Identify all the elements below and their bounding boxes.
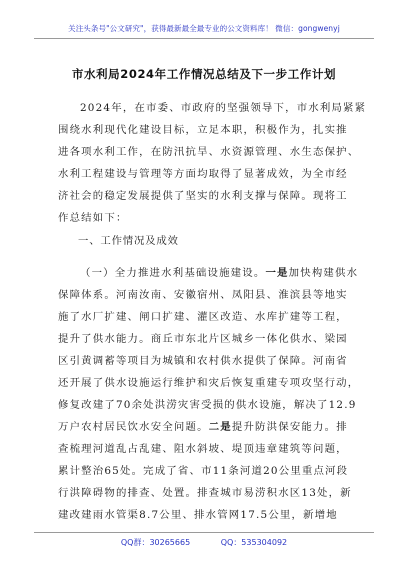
section-one-paragraph xyxy=(58,262,358,526)
paragraph-line: 提升了供水能力。商丘市东北片区城乡一体化供水、梁园 xyxy=(58,333,348,345)
line-text: 万户农村居民饮水安全问题。 xyxy=(58,421,209,433)
footer-divider xyxy=(34,532,374,533)
paragraph-line: 行洪障碍物的排查、处置。排查城市易涝积水区13处，新 xyxy=(58,487,352,499)
paragraph-line: 累计整治65处。完成了省、市11条河道20公里重点河段 xyxy=(58,465,349,477)
intro-line: 作总结如下： xyxy=(58,212,128,224)
intro-line: 2024年，在市委、市政府的坚强领导下，市水利局紧紧 xyxy=(80,102,367,114)
line-text: （一）全力推进水利基础设施建设。 xyxy=(80,267,266,279)
paragraph-line: 还开展了供水设施运行维护和灾后恢复重建专项攻坚行动， xyxy=(58,377,360,389)
paragraph-line: 区引黄调蓄等项目为城镇和农村供水提供了保障。河南省 xyxy=(58,355,348,367)
paragraph-line: 修复改建了70余处洪涝灾害受损的供水设施，解决了12.9 xyxy=(58,399,357,411)
intro-paragraph xyxy=(58,97,367,229)
footer-qq-contact: QQ：535304092 xyxy=(220,538,288,547)
intro-line: 水利工程建设与管理等方面均取得了显著成效，为全市经 xyxy=(58,168,348,180)
document-title: 市水利局2024年工作情况总结及下一步工作计划 xyxy=(71,67,337,81)
line-text: 加快构建供水 xyxy=(288,267,359,279)
paragraph-line xyxy=(58,262,358,284)
line-text: 提升防洪保安能力。排 xyxy=(231,421,348,433)
emphasis-text: 一是 xyxy=(265,267,289,279)
paragraph-line xyxy=(58,416,358,438)
paragraph-line: 查梳理河道乱占乱建、阻水斜坡、堤顶违章建筑等问题， xyxy=(58,443,348,455)
intro-line: 进各项水利工作，在防汛抗旱、水资源管理、水生态保护、 xyxy=(58,146,360,158)
header-banner: 关注头条号"公文研究"，获得最新最全最专业的公文资料库！ 微信：gongwenyj xyxy=(68,24,340,33)
emphasis-text: 二是 xyxy=(208,421,232,433)
paragraph-line: 建改建雨水管渠8.7公里、排水管网17.5公里，新增地 xyxy=(58,509,338,521)
intro-line: 济社会的稳定发展提供了坚实的水利支撑与保障。现将工 xyxy=(58,190,348,202)
section-heading: 一、工作情况及成效 xyxy=(78,235,179,247)
paragraph-line: 施了水厂扩建、闸口扩建、灌区改造、水库扩建等工程， xyxy=(58,311,348,323)
intro-line: 围绕水利现代化建设目标，立足本职，积极作为，扎实推 xyxy=(58,124,348,136)
footer xyxy=(0,537,408,548)
paragraph-line: 保障体系。河南汝南、安徽宿州、凤阳县、淮滨县等地实 xyxy=(58,289,348,301)
header-divider xyxy=(34,38,374,39)
footer-qq-group: QQ群：30265665 xyxy=(120,538,191,547)
